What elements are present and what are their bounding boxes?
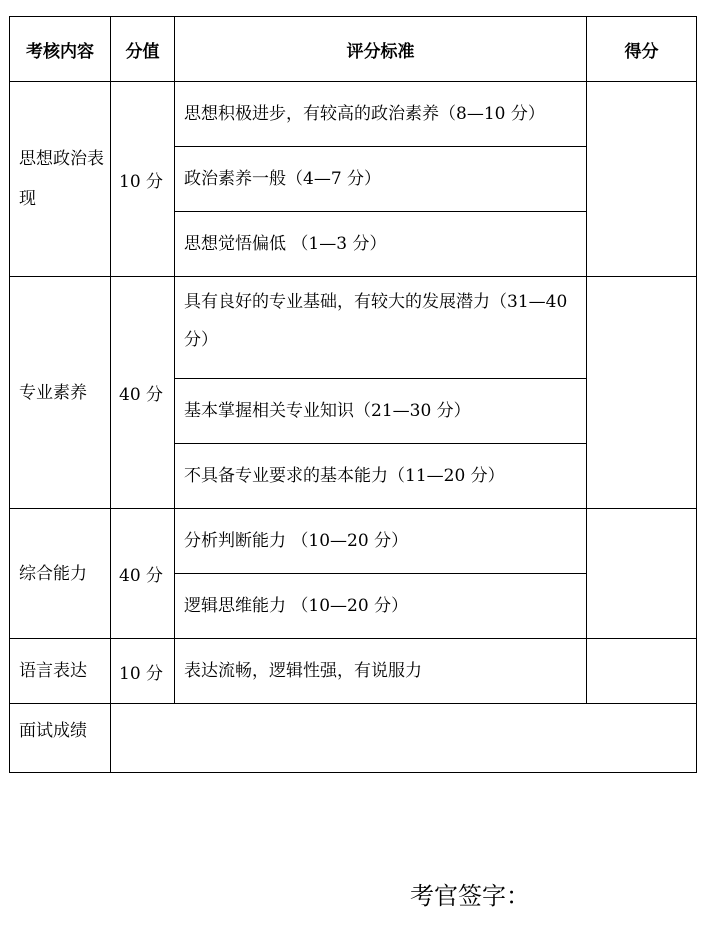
category-comprehensive: 综合能力 [10,509,111,639]
table-row [10,509,697,574]
criterion: 基本掌握相关专业知识（21—30 分） [175,379,587,444]
header-content: 考核内容 [10,17,111,82]
criterion: 思想觉悟偏低 （1—3 分） [175,212,587,277]
score-cell-comprehensive[interactable] [587,509,697,639]
header-points: 分值 [111,17,175,82]
table-row [10,277,697,379]
criterion: 思想积极进步，有较高的政治素养（8—10 分） [175,82,587,147]
points-political: 10 分 [111,82,175,277]
header-row [10,17,697,82]
category-language: 语言表达 [10,639,111,704]
scoring-table [9,16,697,773]
criterion: 不具备专业要求的基本能力（11—20 分） [175,444,587,509]
criterion: 表达流畅，逻辑性强，有说服力 [175,639,587,704]
category-professional: 专业素养 [10,277,111,509]
result-row [10,704,697,773]
score-cell-language[interactable] [587,639,697,704]
table-row [10,82,697,147]
category-political: 思想政治表现 [10,82,111,277]
points-comprehensive: 40 分 [111,509,175,639]
result-label: 面试成绩 [10,704,111,773]
header-score: 得分 [587,17,697,82]
criterion: 分析判断能力 （10—20 分） [175,509,587,574]
table-row [10,639,697,704]
criterion: 逻辑思维能力 （10—20 分） [175,574,587,639]
points-professional: 40 分 [111,277,175,509]
score-cell-professional[interactable] [587,277,697,509]
criterion: 具有良好的专业基础，有较大的发展潜力（31—40 分） [175,277,587,379]
header-criteria: 评分标准 [175,17,587,82]
examiner-signature-label: 考官签字： [410,882,530,910]
criterion: 政治素养一般（4—7 分） [175,147,587,212]
points-language: 10 分 [111,639,175,704]
score-cell-political[interactable] [587,82,697,277]
result-value-cell[interactable] [111,704,697,773]
